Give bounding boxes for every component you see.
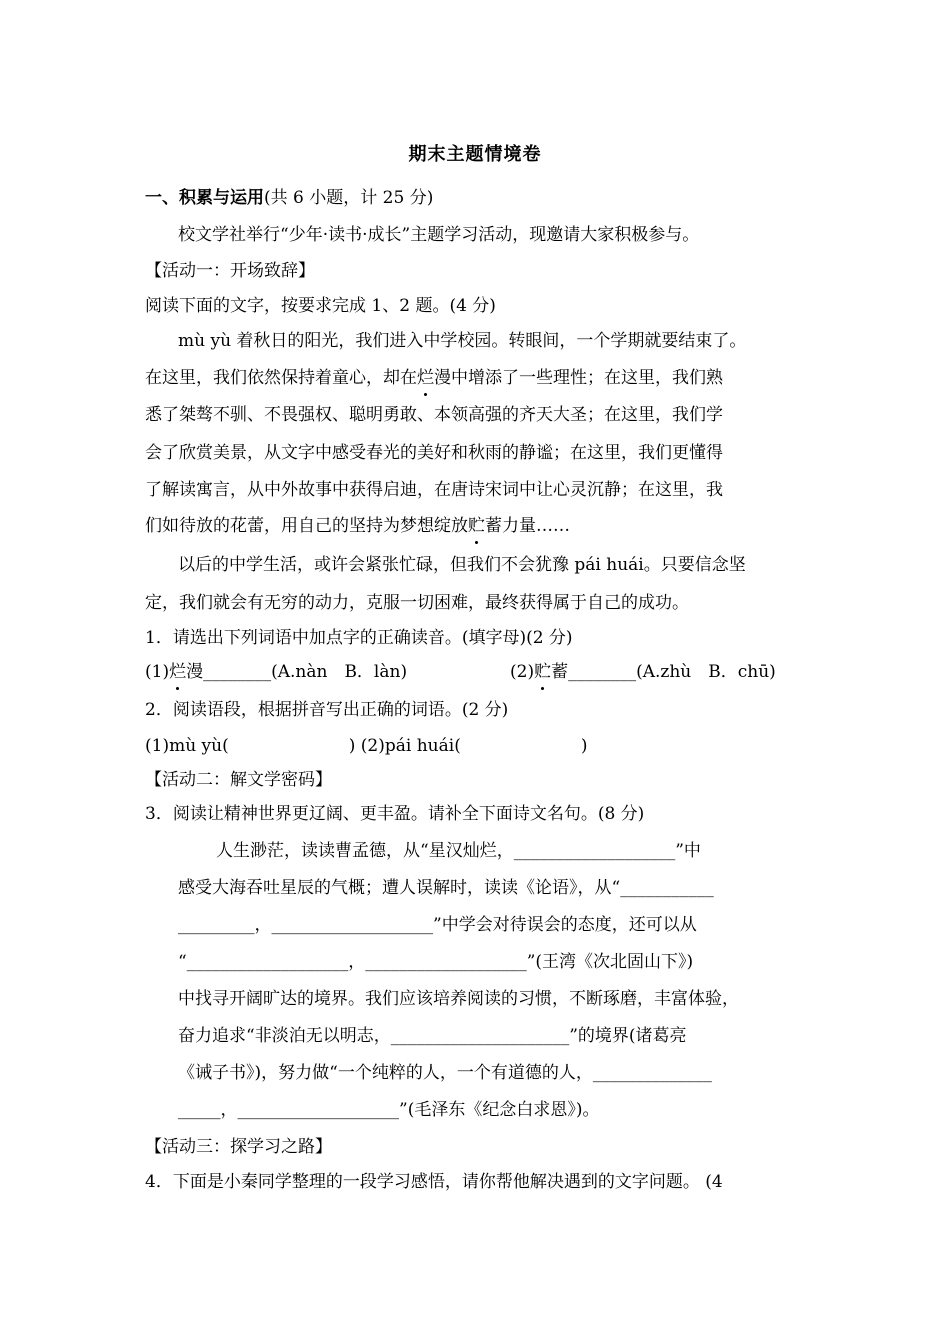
answer-2-label: ) (2)pái huái( (348, 736, 461, 756)
option-text: 漫________(A.nàn B．làn) (186, 662, 408, 682)
passage-text: 漫中增添了一些理性；在这里，我们熟 (434, 368, 723, 388)
option-text: 蓄________(A.zhù B．chū) (551, 662, 776, 682)
passage2-line-2: 定，我们就会有无穷的动力，克服一切困难，最终获得属于自己的成功。 (145, 593, 689, 613)
question-3-line-7: 《诫子书》)，努力做“一个纯粹的人，一个有道德的人，______________ (178, 1063, 712, 1083)
instruction-q1-q2: 阅读下面的文字，按要求完成 1、2 题。(4 分) (145, 296, 496, 316)
question-4-stem: 4．下面是小秦同学整理的一段学习感悟，请你帮他解决遇到的文字问题。 (4 (145, 1172, 723, 1192)
question-3-line-6: 奋力追求“非淡泊无以明志，_____________________”的境界(诸葛亮 (178, 1026, 687, 1046)
passage2-line-1: 以后的中学生活，或许会紧张忙碌，但我们不会犹豫 pái huái。只要信念坚 (178, 555, 746, 575)
activity-three-heading: 【活动三：探学习之路】 (145, 1137, 332, 1157)
passage-line-3: 悉了桀骜不驯、不畏强权、聪明勇敢、本领高强的齐天大圣；在这里，我们学 (145, 405, 723, 425)
question-3-line-2: 感受大海吞吐星辰的气概；遭人误解时，读读《论语》，从“___________ (178, 878, 714, 898)
section-heading (145, 186, 433, 210)
page-title: 期末主题情境卷 (408, 144, 542, 165)
option-number: (1) (145, 662, 170, 682)
question-1-option-2 (510, 660, 776, 684)
question-3-line-1: 人生渺茫，读读曹孟德，从“星汉灿烂，___________________”中 (216, 841, 701, 861)
activity-one-heading: 【活动一：开场致辞】 (145, 261, 315, 281)
question-2-answers (145, 734, 587, 758)
question-3-line-4: “___________________，___________________”(王湾《次北固山下》) (178, 952, 694, 972)
passage-text: 们如待放的花蕾，用自己的坚持为梦想绽放 (145, 516, 468, 536)
dotted-char: 贮 (468, 516, 485, 536)
dotted-char: 贮 (534, 662, 552, 682)
passage-text: 蓄力量…… (485, 516, 570, 536)
passage-line-1: mù yù 着秋日的阳光，我们进入中学校园。转眼间，一个学期就要结束了。 (178, 331, 747, 351)
option-number: (2) (510, 662, 535, 682)
question-1-stem: 1．请选出下列词语中加点字的正确读音。(填字母)(2 分) (145, 628, 573, 648)
intro-text: 校文学社举行“少年·读书·成长”主题学习活动，现邀请大家积极参与。 (178, 225, 700, 245)
question-3-line-3: _________，___________________”中学会对待误会的态度，还可以从 (178, 915, 697, 935)
passage-line-2 (145, 366, 723, 390)
dotted-char: 烂 (169, 662, 187, 682)
question-1-option-1 (145, 660, 407, 684)
dotted-char: 烂 (417, 368, 434, 388)
passage-line-5: 了解读寓言，从中外故事中获得启迪，在唐诗宋词中让心灵沉静；在这里，我 (145, 480, 723, 500)
answer-1-label: (1)mù yù( (145, 736, 229, 756)
question-2-stem: 2．阅读语段，根据拼音写出正确的词语。(2 分) (145, 700, 509, 720)
section-heading-label: 一、积累与运用 (145, 188, 264, 208)
answer-close: ) (580, 736, 588, 756)
passage-line-4: 会了欣赏美景，从文字中感受春光的美好和秋雨的静谧；在这里，我们更懂得 (145, 443, 723, 463)
question-3-line-5: 中找寻开阔旷达的境界。我们应该培养阅读的习惯，不断琢磨，丰富体验， (178, 989, 739, 1009)
passage-text: 在这里，我们依然保持着童心，却在 (145, 368, 417, 388)
passage-line-6 (145, 514, 570, 538)
question-3-line-8: _____，___________________”(毛泽东《纪念白求恩》)。 (178, 1100, 600, 1120)
section-heading-meta: (共 6 小题，计 25 分) (264, 188, 434, 208)
activity-two-heading: 【活动二：解文学密码】 (145, 770, 332, 790)
question-3-stem: 3．阅读让精神世界更辽阔、更丰盈。请补全下面诗文名句。(8 分) (145, 804, 645, 824)
